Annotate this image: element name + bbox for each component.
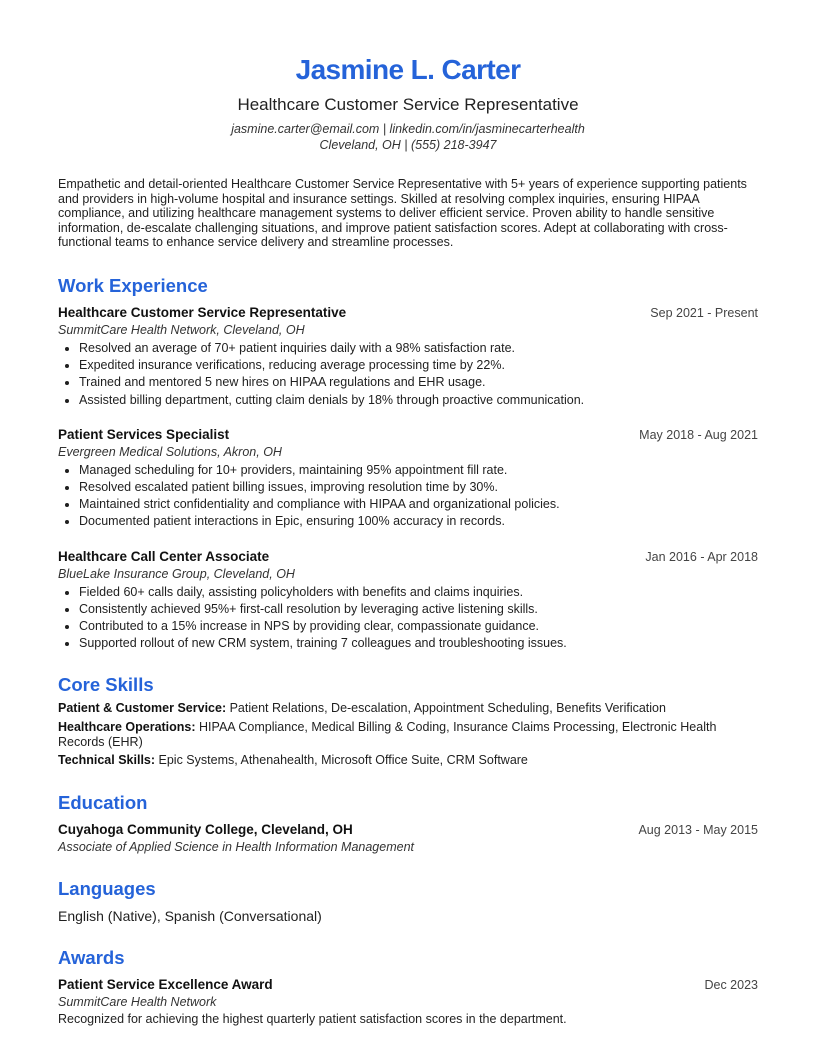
skill-label: Healthcare Operations:	[58, 719, 196, 734]
award-date: Dec 2023	[704, 977, 758, 992]
school-name: Cuyahoga Community College, Cleveland, OH	[58, 821, 353, 837]
job-title: Healthcare Call Center Associate	[58, 548, 270, 564]
skill-value: HIPAA Compliance, Medical Billing & Coding, Insurance Claims Processing, Electronic Health Records (EHR)	[58, 719, 717, 750]
job-entry	[58, 548, 758, 653]
job-company: BlueLake Insurance Group, Cleveland, OH	[58, 566, 295, 581]
skill-label: Patient & Customer Service:	[58, 701, 227, 716]
candidate-headline: Healthcare Customer Service Representative	[237, 95, 579, 114]
section-title-work-experience: Work Experience	[58, 274, 208, 296]
job-date: Sep 2021 - Present	[650, 305, 758, 320]
job-date: Jan 2016 - Apr 2018	[645, 549, 758, 564]
job-bullets	[58, 340, 758, 409]
section-title-awards: Awards	[58, 946, 125, 968]
languages-text: English (Native), Spanish (Conversational)	[58, 907, 322, 924]
skill-line	[58, 701, 758, 717]
section-title-education: Education	[58, 791, 148, 813]
job-bullet: • Resolved an average of 70+ patient inquiries daily with a 98% satisfaction rate.	[79, 340, 758, 357]
job-date: May 2018 - Aug 2021	[639, 427, 758, 442]
degree-name: Associate of Applied Science in Health Information Management	[58, 839, 414, 854]
contact-location-phone: Cleveland, OH | (555) 218-3947	[319, 138, 497, 152]
skill-label: Technical Skills:	[58, 753, 156, 768]
section-title-languages: Languages	[58, 877, 156, 899]
awards-section	[58, 946, 758, 1027]
job-bullet: • Fielded 60+ calls daily, assisting policyholders with benefits and claims inquiries.	[79, 584, 758, 601]
job-bullet: • Managed scheduling for 10+ providers, maintaining 95% appointment fill rate.	[79, 462, 758, 479]
skill-value: Patient Relations, De-escalation, Appointment Scheduling, Benefits Verification	[229, 701, 666, 716]
education-date: Aug 2013 - May 2015	[638, 822, 758, 837]
job-entry	[58, 304, 758, 409]
skill-line	[58, 753, 758, 769]
job-bullets	[58, 462, 758, 531]
skill-line	[58, 720, 758, 751]
candidate-name: Jasmine L. Carter	[295, 54, 521, 85]
award-org: SummitCare Health Network	[58, 994, 217, 1009]
job-bullet: • Maintained strict confidentiality and compliance with HIPAA and organizational policies.	[79, 496, 758, 513]
job-bullet: • Trained and mentored 5 new hires on HIPAA regulations and EHR usage.	[79, 374, 758, 391]
job-title: Patient Services Specialist	[58, 426, 230, 442]
contact-info	[58, 121, 758, 153]
job-bullet: • Contributed to a 15% increase in NPS by providing clear, compassionate guidance.	[79, 618, 758, 635]
professional-summary: Empathetic and detail-oriented Healthcare Customer Service Representative with 5+ years of experience supporting patients and providers in high-volume hospital and insurance settings. Skilled at resolving complex inquiries, ensuring HIPAA compliance, and utilizing healthcare management systems to deliver efficient service. Proven ability to handle sensitive information, de-escalate challenging situations, and improve patient satisfaction scores. Adept at collaborating with cross-functional teams to enhance service delivery and streamline processes.	[58, 177, 747, 250]
job-title: Healthcare Customer Service Representative	[58, 304, 347, 320]
award-name: Patient Service Excellence Award	[58, 976, 273, 992]
job-bullet: • Expedited insurance verifications, reducing average processing time by 22%.	[79, 357, 758, 374]
section-title-core-skills: Core Skills	[58, 674, 154, 696]
core-skills-section	[58, 673, 758, 768]
job-company: Evergreen Medical Solutions, Akron, OH	[58, 444, 282, 459]
job-bullet: • Resolved escalated patient billing issues, improving resolution time by 30%.	[79, 479, 758, 496]
skill-value: Epic Systems, Athenahealth, Microsoft Office Suite, CRM Software	[158, 753, 528, 768]
job-bullets	[58, 584, 758, 653]
contact-email-linkedin: jasmine.carter@email.com | linkedin.com/in/jasminecarterhealth	[231, 122, 585, 136]
job-bullet: • Assisted billing department, cutting claim denials by 18% through proactive communication.	[79, 392, 758, 409]
languages-section	[58, 877, 758, 925]
job-entry	[58, 426, 758, 531]
work-experience-section	[58, 274, 758, 652]
job-bullet: • Documented patient interactions in Epic, ensuring 100% accuracy in records.	[79, 513, 758, 530]
award-description: Recognized for achieving the highest quarterly patient satisfaction scores in the department.	[58, 1011, 567, 1026]
education-section	[58, 791, 758, 856]
job-company: SummitCare Health Network, Cleveland, OH	[58, 322, 305, 337]
job-bullet: • Consistently achieved 95%+ first-call resolution by leveraging active listening skills.	[79, 601, 758, 618]
job-bullet: • Supported rollout of new CRM system, training 7 colleagues and troubleshooting issues.	[79, 635, 758, 652]
